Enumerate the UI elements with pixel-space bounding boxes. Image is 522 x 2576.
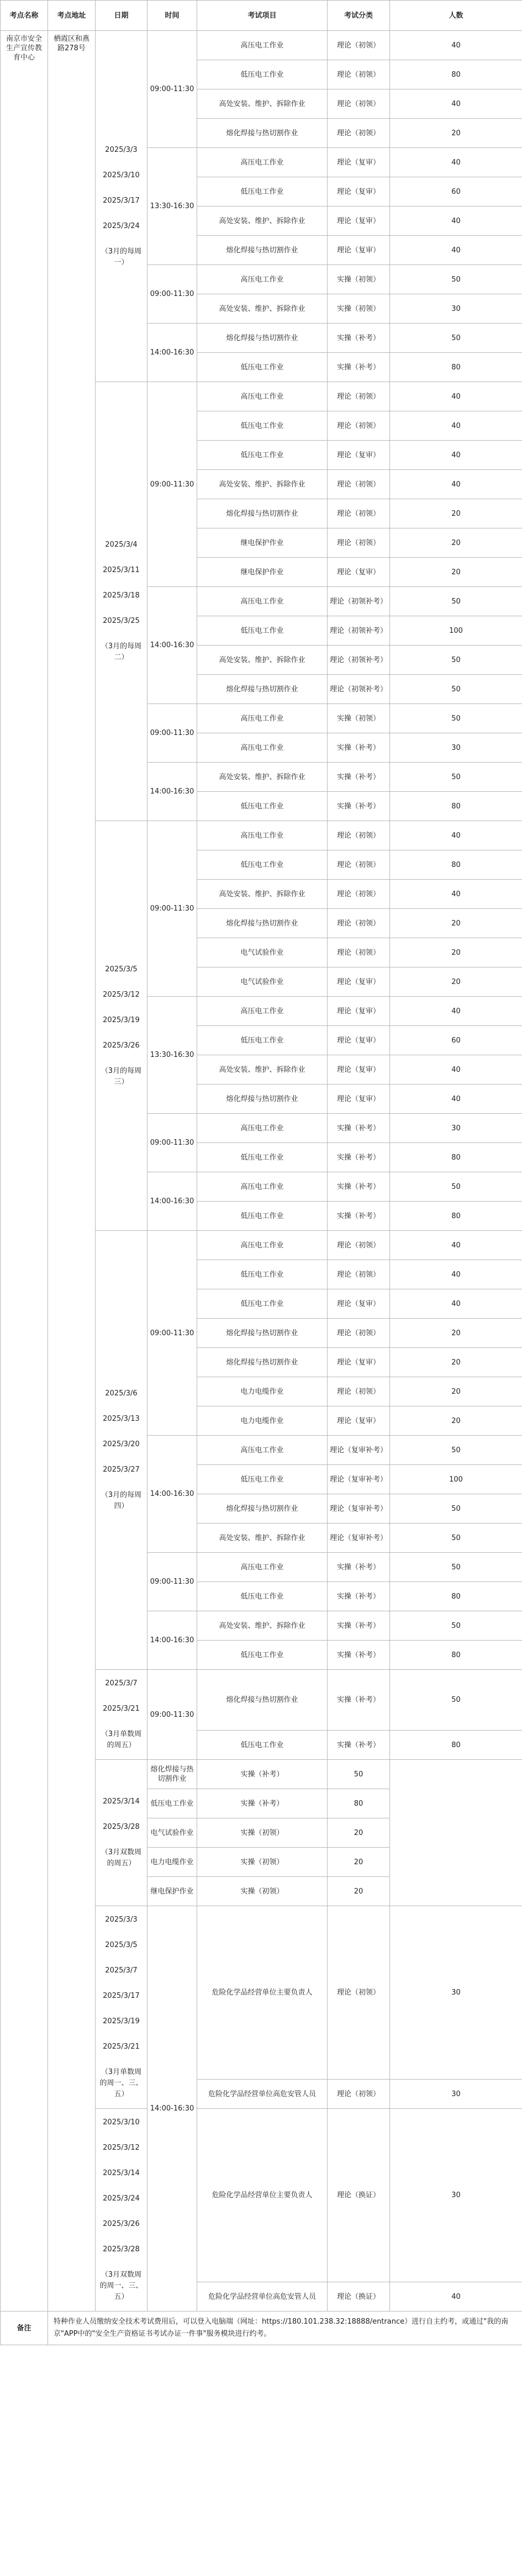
count-cell: 50 (390, 763, 522, 792)
date-cell (96, 31, 147, 382)
category-cell: 实操（补考） (328, 733, 390, 763)
count-cell: 30 (390, 2080, 522, 2109)
category-cell: 理论（初领） (328, 470, 390, 499)
count-cell: 50 (390, 1172, 522, 1202)
project-cell: 熔化焊接与热切割作业 (197, 1085, 328, 1114)
date-cell (96, 382, 147, 821)
date-note: （3月的每周二） (101, 642, 142, 662)
count-cell: 50 (390, 1436, 522, 1465)
count-cell: 80 (390, 1641, 522, 1670)
count-cell: 20 (328, 1818, 390, 1848)
count-cell: 40 (390, 89, 522, 119)
count-cell: 30 (390, 1114, 522, 1143)
date-line: 2025/3/18 (103, 591, 140, 600)
category-cell: 理论（换证） (328, 2109, 390, 2282)
count-cell: 60 (390, 177, 522, 207)
project-cell: 熔化焊接与热切割作业 (197, 675, 328, 704)
count-cell: 30 (390, 294, 522, 324)
count-cell: 30 (390, 733, 522, 763)
project-cell: 高压电工作业 (197, 265, 328, 294)
count-cell: 20 (390, 1406, 522, 1436)
count-cell: 50 (390, 1524, 522, 1553)
date-line: 2025/3/11 (103, 566, 140, 574)
center-address-cell: 栖霞区和燕路278号 (48, 31, 96, 2311)
date-line: 2025/3/26 (103, 2220, 140, 2228)
count-cell: 40 (390, 236, 522, 265)
category-cell: 实操（补考） (328, 1143, 390, 1172)
date-note: （3月双数周的周五） (101, 1848, 142, 1868)
project-cell: 低压电工作业 (197, 353, 328, 382)
count-cell: 50 (390, 587, 522, 616)
count-cell: 80 (390, 792, 522, 821)
date-cell (96, 1231, 147, 1670)
count-cell: 40 (390, 411, 522, 441)
project-cell: 危险化学品经营单位高危安管人员 (197, 2282, 328, 2311)
time-cell: 09:00-11:30 (147, 1553, 197, 1611)
project-cell: 高压电工作业 (197, 1436, 328, 1465)
count-cell: 20 (390, 1348, 522, 1377)
category-cell: 理论（复审） (328, 207, 390, 236)
project-cell: 低压电工作业 (197, 850, 328, 880)
count-cell: 80 (390, 60, 522, 89)
count-cell: 40 (390, 382, 522, 411)
date-line: 2025/3/13 (103, 1415, 140, 1423)
project-cell: 高处安装、维护、拆除作业 (197, 646, 328, 675)
count-cell: 40 (390, 1085, 522, 1114)
project-cell: 高处安装、维护、拆除作业 (197, 89, 328, 119)
category-cell: 实操（补考） (328, 792, 390, 821)
time-cell: 14:00-16:30 (147, 587, 197, 704)
date-line: 2025/3/12 (103, 990, 140, 999)
count-cell: 20 (390, 909, 522, 938)
project-cell: 高压电工作业 (197, 1231, 328, 1260)
project-cell: 熔化焊接与热切割作业 (147, 1760, 197, 1789)
count-cell: 50 (390, 1553, 522, 1582)
category-cell: 实操（补考） (328, 1114, 390, 1143)
count-cell: 20 (390, 499, 522, 528)
count-cell: 50 (390, 646, 522, 675)
project-cell: 高压电工作业 (197, 148, 328, 177)
project-cell: 低压电工作业 (197, 1582, 328, 1611)
project-cell: 低压电工作业 (197, 411, 328, 441)
project-cell: 低压电工作业 (197, 1641, 328, 1670)
date-cell (96, 821, 147, 1231)
count-cell: 50 (390, 1494, 522, 1524)
count-cell: 100 (390, 616, 522, 646)
project-cell: 危险化学品经营单位高危安管人员 (197, 2080, 328, 2109)
category-cell: 理论（初领补考） (328, 587, 390, 616)
project-cell: 熔化焊接与热切割作业 (197, 1494, 328, 1524)
count-cell: 40 (390, 148, 522, 177)
count-cell: 40 (390, 470, 522, 499)
date-line: 2025/3/5 (105, 965, 138, 974)
project-cell: 高压电工作业 (197, 1553, 328, 1582)
footer-row (1, 2311, 522, 2345)
project-cell: 高处安装、维护、拆除作业 (197, 1611, 328, 1641)
date-line: 2025/3/21 (103, 1705, 140, 1713)
project-cell: 熔化焊接与热切割作业 (197, 1348, 328, 1377)
date-cell (96, 1670, 147, 1760)
count-cell: 40 (390, 1289, 522, 1319)
time-cell: 14:00-16:30 (147, 1906, 197, 2311)
project-cell: 高压电工作业 (197, 733, 328, 763)
project-cell: 熔化焊接与热切割作业 (197, 1319, 328, 1348)
category-cell: 理论（初领） (328, 60, 390, 89)
category-cell: 实操（初领） (197, 1848, 328, 1877)
category-cell: 实操（补考） (328, 1553, 390, 1582)
project-cell: 低压电工作业 (147, 1789, 197, 1818)
count-cell: 40 (390, 31, 522, 60)
project-cell: 高处安装、维护、拆除作业 (197, 763, 328, 792)
category-cell: 实操（补考） (328, 1202, 390, 1231)
time-cell: 13:30-16:30 (147, 148, 197, 265)
header-center-name: 考点名称 (1, 1, 48, 31)
project-cell: 低压电工作业 (197, 1260, 328, 1289)
header-category: 考试分类 (328, 1, 390, 31)
count-cell: 80 (390, 1582, 522, 1611)
count-cell: 50 (390, 704, 522, 733)
project-cell: 电气试验作业 (197, 967, 328, 997)
count-cell: 40 (390, 207, 522, 236)
header-address: 考点地址 (48, 1, 96, 31)
project-cell: 高处安装、维护、拆除作业 (197, 207, 328, 236)
time-cell: 09:00-11:30 (147, 1114, 197, 1172)
project-cell: 低压电工作业 (197, 616, 328, 646)
project-cell: 高处安装、维护、拆除作业 (197, 294, 328, 324)
project-cell: 高处安装、维护、拆除作业 (197, 1055, 328, 1085)
date-cell (96, 1906, 147, 2109)
category-cell: 理论（初领） (328, 89, 390, 119)
category-cell: 理论（初领补考） (328, 616, 390, 646)
category-cell: 理论（复审） (328, 1289, 390, 1319)
count-cell: 20 (390, 558, 522, 587)
category-cell: 实操（补考） (328, 763, 390, 792)
project-cell: 继电保护作业 (197, 528, 328, 558)
date-line: 2025/3/12 (103, 2144, 140, 2152)
date-cell (96, 2109, 147, 2311)
time-cell: 09:00-11:30 (147, 265, 197, 324)
category-cell: 理论（初领） (328, 821, 390, 850)
project-cell: 高处安装、维护、拆除作业 (197, 880, 328, 909)
date-cell (96, 1760, 147, 1906)
project-cell: 低压电工作业 (197, 177, 328, 207)
date-line: 2025/3/20 (103, 1440, 140, 1448)
category-cell: 理论（初领） (328, 31, 390, 60)
date-note: （3月的每周一） (101, 247, 142, 267)
time-cell: 09:00-11:30 (147, 31, 197, 148)
center-name-cell: 南京市安全生产宣传教育中心 (1, 31, 48, 2311)
project-cell: 低压电工作业 (197, 1202, 328, 1231)
count-cell: 20 (390, 1377, 522, 1406)
date-line: 2025/3/24 (103, 221, 140, 230)
category-cell: 实操（补考） (328, 1582, 390, 1611)
category-cell: 理论（复审补考） (328, 1494, 390, 1524)
category-cell: 实操（初领） (197, 1877, 328, 1906)
category-cell: 理论（复审） (328, 148, 390, 177)
project-cell: 危险化学品经营单位主要负责人 (197, 1906, 328, 2080)
category-cell: 实操（补考） (197, 1760, 328, 1789)
category-cell: 实操（补考） (328, 1731, 390, 1760)
category-cell: 理论（复审） (328, 441, 390, 470)
project-cell: 熔化焊接与热切割作业 (197, 236, 328, 265)
project-cell: 熔化焊接与热切割作业 (197, 324, 328, 353)
project-cell: 电气试验作业 (147, 1818, 197, 1848)
category-cell: 理论（复审） (328, 177, 390, 207)
date-line: 2025/3/10 (103, 171, 140, 179)
project-cell: 电力电缆作业 (197, 1377, 328, 1406)
count-cell: 20 (328, 1877, 390, 1906)
category-cell: 理论（复审） (328, 967, 390, 997)
time-cell: 09:00-11:30 (147, 1231, 197, 1436)
category-cell: 实操（补考） (328, 353, 390, 382)
date-note: （3月单数周的周一、三、五） (99, 2068, 143, 2098)
category-cell: 理论（复审） (328, 558, 390, 587)
count-cell: 80 (328, 1789, 390, 1818)
count-cell: 40 (390, 2282, 522, 2311)
project-cell: 电力电缆作业 (147, 1848, 197, 1877)
project-cell: 熔化焊接与热切割作业 (197, 499, 328, 528)
category-cell: 实操（补考） (328, 1172, 390, 1202)
category-cell: 理论（复审） (328, 1055, 390, 1085)
category-cell: 理论（初领） (328, 499, 390, 528)
category-cell: 理论（初领） (328, 119, 390, 148)
category-cell: 实操（初领） (328, 265, 390, 294)
header-time: 时间 (147, 1, 197, 31)
time-cell: 09:00-11:30 (147, 821, 197, 997)
date-line: 2025/3/7 (105, 1679, 138, 1688)
project-cell: 低压电工作业 (197, 441, 328, 470)
time-cell: 13:30-16:30 (147, 997, 197, 1114)
date-line: 2025/3/27 (103, 1466, 140, 1474)
category-cell: 实操（补考） (328, 1670, 390, 1731)
project-cell: 低压电工作业 (197, 1465, 328, 1494)
date-note: （3月单数周的周五） (101, 1730, 142, 1749)
date-line: 2025/3/25 (103, 617, 140, 625)
project-cell: 熔化焊接与热切割作业 (197, 119, 328, 148)
count-cell: 50 (390, 1670, 522, 1731)
category-cell: 理论（初领） (328, 850, 390, 880)
date-line: 2025/3/7 (105, 1966, 138, 1975)
project-cell: 低压电工作业 (197, 1731, 328, 1760)
project-cell: 高压电工作业 (197, 31, 328, 60)
category-cell: 理论（初领补考） (328, 675, 390, 704)
category-cell: 理论（初领） (328, 2080, 390, 2109)
count-cell: 80 (390, 1731, 522, 1760)
count-cell: 80 (390, 1143, 522, 1172)
category-cell: 实操（补考） (328, 1641, 390, 1670)
count-cell: 50 (390, 265, 522, 294)
project-cell: 低压电工作业 (197, 792, 328, 821)
category-cell: 理论（复审） (328, 997, 390, 1026)
schedule-body (1, 31, 522, 2311)
category-cell: 实操（初领） (328, 294, 390, 324)
category-cell: 理论（初领） (328, 1906, 390, 2080)
count-cell: 80 (390, 850, 522, 880)
category-cell: 理论（初领） (328, 1260, 390, 1289)
date-line: 2025/3/17 (103, 1992, 140, 2000)
count-cell: 20 (390, 119, 522, 148)
date-line: 2025/3/14 (103, 1797, 140, 1806)
count-cell: 40 (390, 441, 522, 470)
table-row (1, 31, 522, 60)
time-cell: 14:00-16:30 (147, 1436, 197, 1553)
category-cell: 理论（换证） (328, 2282, 390, 2311)
category-cell: 理论（初领） (328, 1377, 390, 1406)
count-cell: 30 (390, 2109, 522, 2282)
project-cell: 危险化学品经营单位主要负责人 (197, 2109, 328, 2282)
date-line: 2025/3/4 (105, 541, 138, 549)
date-line: 2025/3/10 (103, 2118, 140, 2127)
date-line: 2025/3/5 (105, 1941, 138, 1949)
time-cell: 09:00-11:30 (147, 382, 197, 587)
project-cell: 高压电工作业 (197, 1114, 328, 1143)
project-cell: 继电保护作业 (197, 558, 328, 587)
count-cell: 60 (390, 1026, 522, 1055)
count-cell: 40 (390, 997, 522, 1026)
category-cell: 理论（复审） (328, 236, 390, 265)
project-cell: 高压电工作业 (197, 1172, 328, 1202)
project-cell: 熔化焊接与热切割作业 (197, 909, 328, 938)
category-cell: 理论（初领） (328, 880, 390, 909)
date-line: 2025/3/3 (105, 145, 138, 154)
count-cell: 80 (390, 353, 522, 382)
count-cell: 20 (390, 1319, 522, 1348)
count-cell: 30 (390, 1906, 522, 2080)
time-cell: 14:00-16:30 (147, 324, 197, 382)
count-cell: 40 (390, 880, 522, 909)
category-cell: 理论（复审补考） (328, 1465, 390, 1494)
date-note: （3月的每周四） (101, 1491, 142, 1510)
time-cell: 09:00-11:30 (147, 704, 197, 763)
category-cell: 理论（初领） (328, 938, 390, 967)
category-cell: 理论（初领） (328, 1319, 390, 1348)
project-cell: 低压电工作业 (197, 1289, 328, 1319)
project-cell: 高压电工作业 (197, 704, 328, 733)
date-line: 2025/3/14 (103, 2169, 140, 2177)
project-cell: 低压电工作业 (197, 1026, 328, 1055)
project-cell: 电力电缆作业 (197, 1406, 328, 1436)
header-project: 考试项目 (197, 1, 328, 31)
count-cell: 20 (328, 1848, 390, 1877)
count-cell: 100 (390, 1465, 522, 1494)
date-line: 2025/3/19 (103, 1015, 140, 1024)
project-cell: 低压电工作业 (197, 1143, 328, 1172)
project-cell: 高压电工作业 (197, 587, 328, 616)
date-line: 2025/3/24 (103, 2194, 140, 2203)
category-cell: 理论（初领） (328, 382, 390, 411)
project-cell: 高压电工作业 (197, 382, 328, 411)
count-cell: 20 (390, 967, 522, 997)
category-cell: 理论（初领补考） (328, 646, 390, 675)
category-cell: 理论（复审） (328, 1348, 390, 1377)
project-cell: 熔化焊接与热切割作业 (197, 1670, 328, 1731)
date-line: 2025/3/28 (103, 2245, 140, 2254)
date-line: 2025/3/19 (103, 2017, 140, 2025)
category-cell: 理论（复审） (328, 1085, 390, 1114)
category-cell: 理论（复审补考） (328, 1524, 390, 1553)
date-line: 2025/3/3 (105, 1916, 138, 1924)
header-date: 日期 (96, 1, 147, 31)
category-cell: 理论（复审） (328, 1026, 390, 1055)
category-cell: 实操（初领） (197, 1818, 328, 1848)
project-cell: 电气试验作业 (197, 938, 328, 967)
project-cell: 高压电工作业 (197, 997, 328, 1026)
category-cell: 理论（初领） (328, 528, 390, 558)
category-cell: 实操（补考） (328, 1611, 390, 1641)
date-line: 2025/3/6 (105, 1389, 138, 1398)
date-note: （3月双数周的周一、三、五） (99, 2271, 143, 2301)
footer-note: 特种作业人员缴纳安全技术考试费用后，可以登入电脑端（网址：https://180.101.238.32:18888/entrance）进行自主约考，或通过"我的南京"APP中的"安全生产资格证书考试办证一件事"服务模块进行约考。 (48, 2311, 522, 2345)
count-cell: 20 (390, 938, 522, 967)
category-cell: 理论（初领） (328, 411, 390, 441)
project-cell: 高处安装、维护、拆除作业 (197, 1524, 328, 1553)
time-cell: 14:00-16:30 (147, 1611, 197, 1670)
time-cell: 14:00-16:30 (147, 763, 197, 821)
time-cell: 09:00-11:30 (147, 1670, 197, 1760)
category-cell: 理论（复审） (328, 1406, 390, 1436)
footer-label: 备注 (1, 2311, 48, 2345)
date-line: 2025/3/28 (103, 1823, 140, 1831)
count-cell: 50 (390, 324, 522, 353)
date-line: 2025/3/17 (103, 196, 140, 205)
count-cell: 40 (390, 1055, 522, 1085)
count-cell: 50 (328, 1760, 390, 1789)
project-cell: 继电保护作业 (147, 1877, 197, 1906)
count-cell: 50 (390, 675, 522, 704)
count-cell: 40 (390, 1231, 522, 1260)
count-cell: 40 (390, 1260, 522, 1289)
count-cell: 40 (390, 821, 522, 850)
category-cell: 理论（复审补考） (328, 1436, 390, 1465)
project-cell: 低压电工作业 (197, 60, 328, 89)
header-row (1, 1, 522, 31)
category-cell: 实操（补考） (328, 324, 390, 353)
category-cell: 理论（初领） (328, 1231, 390, 1260)
category-cell: 理论（初领） (328, 909, 390, 938)
category-cell: 实操（补考） (197, 1789, 328, 1818)
count-cell: 50 (390, 1611, 522, 1641)
date-line: 2025/3/21 (103, 2043, 140, 2051)
category-cell: 实操（初领） (328, 704, 390, 733)
count-cell: 20 (390, 528, 522, 558)
time-cell: 14:00-16:30 (147, 1172, 197, 1231)
count-cell: 80 (390, 1202, 522, 1231)
date-line: 2025/3/26 (103, 1041, 140, 1050)
header-count: 人数 (390, 1, 522, 31)
date-note: （3月的每周三） (101, 1066, 142, 1086)
project-cell: 高压电工作业 (197, 821, 328, 850)
project-cell: 高处安装、维护、拆除作业 (197, 470, 328, 499)
